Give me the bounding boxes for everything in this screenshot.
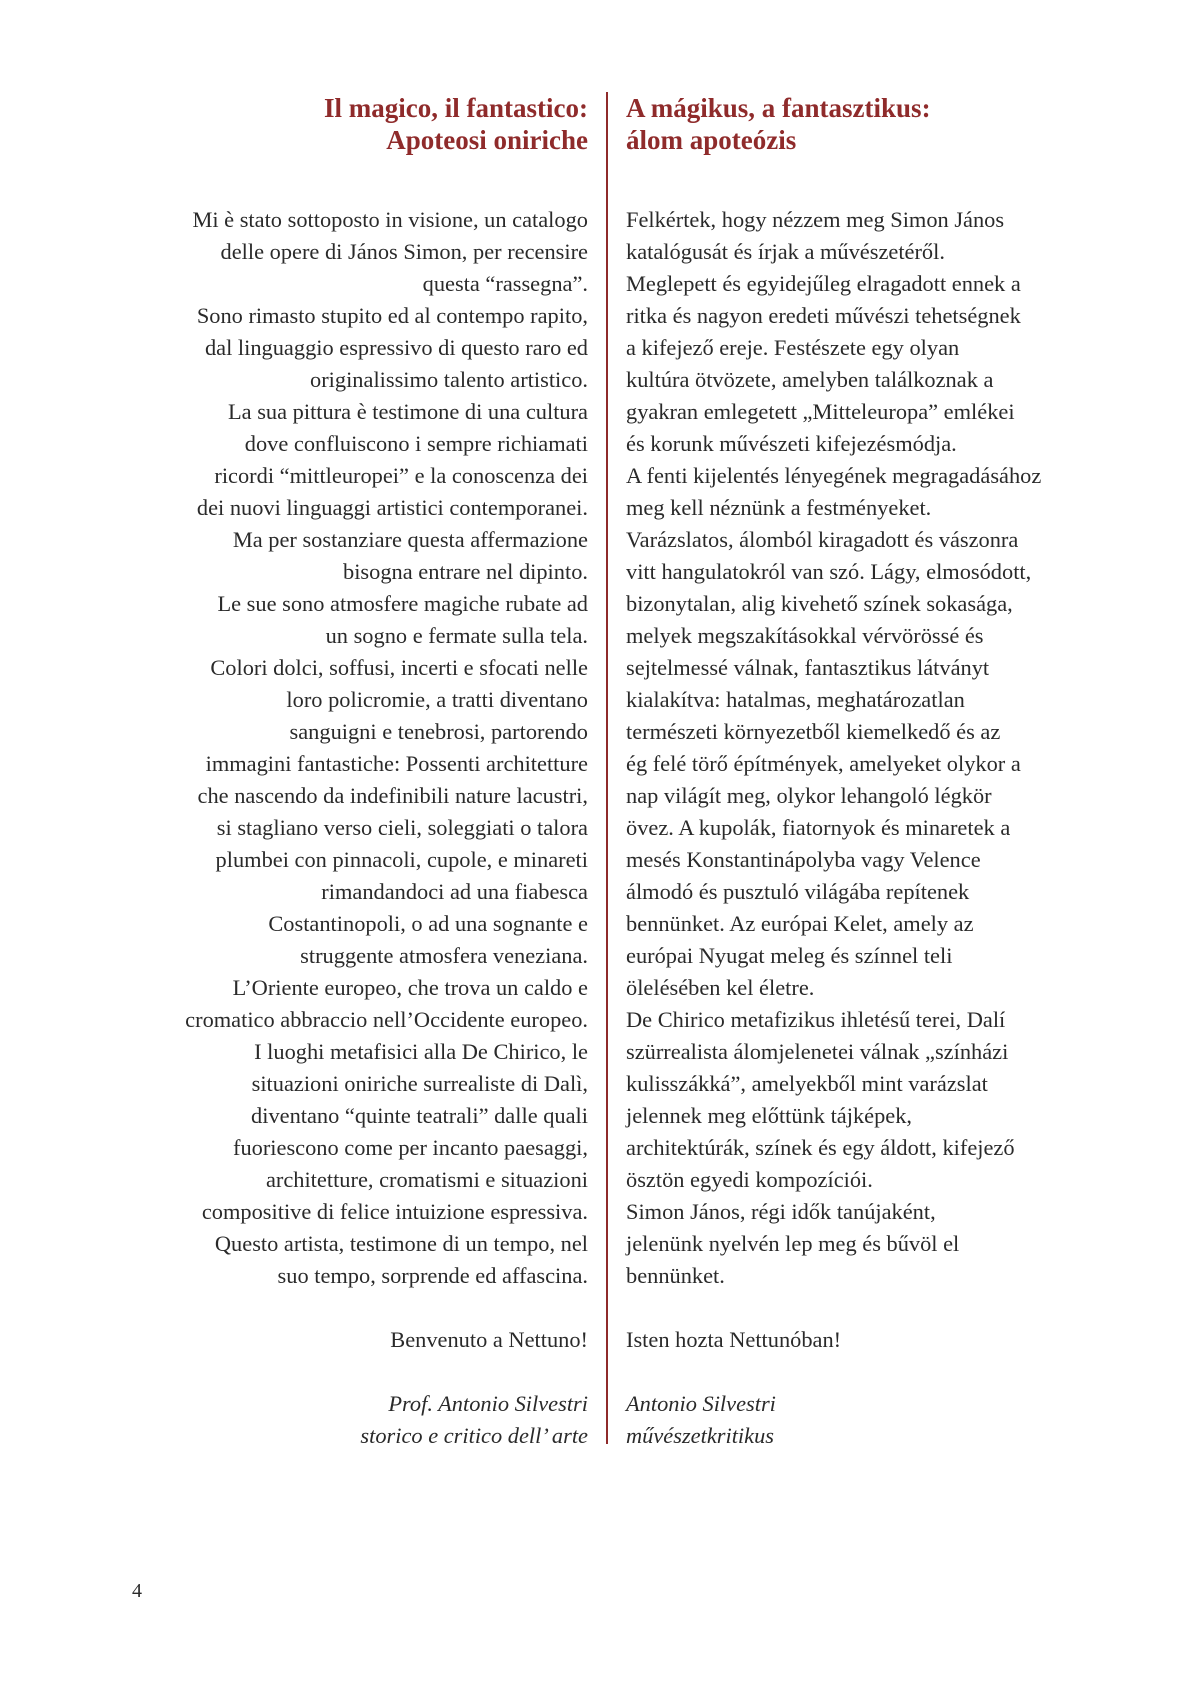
hungarian-text-line: De Chirico metafizikus ihletésű terei, Dalí [626, 1007, 1006, 1032]
italian-text-line: Mi è stato sottoposto in visione, un catalogo [192, 207, 588, 232]
italian-greeting-block [118, 1324, 588, 1356]
italian-text-line: I luoghi metafisici alla De Chirico, le [254, 1039, 588, 1064]
hungarian-text-line: európai Nyugat meleg és színnel teli [626, 943, 953, 968]
italian-text-line: loro policromie, a tratti diventano [286, 687, 588, 712]
hungarian-text-line: kultúra ötvözete, amelyben találkoznak a [626, 367, 994, 392]
hungarian-text-line: sejtelmessé válnak, fantasztikus látványt [626, 655, 990, 680]
hungarian-text-line: ritka és nagyon eredeti művészi tehetségnek [626, 303, 1021, 328]
italian-text-line: L’Oriente europeo, che trova un caldo e [232, 975, 588, 1000]
italian-title-line: Il magico, il fantastico: [324, 93, 588, 123]
hungarian-text-line: és korunk művészeti kifejezésmódja. [626, 431, 957, 456]
italian-text-line: Sono rimasto stupito ed al contempo rapito, [196, 303, 588, 328]
italian-text-line: ricordi “mittleuropei” e la conoscenza dei [214, 463, 588, 488]
italian-text-line: dove confluiscono i sempre richiamati [244, 431, 588, 456]
hungarian-text-line: vitt hangulatokról van szó. Lágy, elmosódott, [626, 559, 1032, 584]
hungarian-text-line: Varázslatos, álomból kiragadott és vászonra [626, 527, 1019, 552]
italian-text-line: architetture, cromatismi e situazioni [265, 1167, 588, 1192]
italian-text-line: Le sue sono atmosfere magiche rubate ad [217, 591, 588, 616]
hungarian-title-line: álom apoteózis [626, 125, 797, 155]
hungarian-text-line: bennünket. [626, 1263, 725, 1288]
italian-text-line: si stagliano verso cieli, soleggiati o talora [216, 815, 588, 840]
hungarian-text-line: Felkértek, hogy nézzem meg Simon János [626, 207, 1005, 232]
hungarian-greeting-block [626, 1324, 1098, 1356]
hungarian-text-line: álmodó és pusztuló világába repítenek [626, 879, 970, 904]
italian-title-line: Apoteosi oniriche [386, 125, 588, 155]
hungarian-text-line: kialakítva: hatalmas, meghatározatlan [626, 687, 965, 712]
italian-text-line: un sogno e fermate sulla tela. [325, 623, 588, 648]
hungarian-text-line: jelenünk nyelvén lep meg és bűvöl el [626, 1231, 960, 1256]
italian-text-line: rimandandoci ad una fiabesca [321, 879, 588, 904]
hungarian-text-line: meg kell néznünk a festményeket. [626, 495, 932, 520]
hungarian-text-line: ölelésében kel életre. [626, 975, 815, 1000]
italian-title [118, 92, 588, 156]
italian-text-line: suo tempo, sorprende ed affascina. [277, 1263, 588, 1288]
hungarian-text-line: Simon János, régi idők tanújaként, [626, 1199, 936, 1224]
italian-signature [118, 1388, 588, 1452]
italian-text-line: immagini fantastiche: Possenti architetture [205, 751, 588, 776]
hungarian-text-line: melyek megszakításokkal vérvörössé és [626, 623, 984, 648]
italian-text-line: questa “rassegna”. [422, 271, 588, 296]
hungarian-text-line: kulisszákká”, amelyekből mint varázslat [626, 1071, 988, 1096]
italian-column [118, 92, 588, 1452]
italian-text-line: originalissimo talento artistico. [310, 367, 588, 392]
italian-author-role: storico e critico dell’ arte [360, 1423, 588, 1448]
italian-text-line: situazioni oniriche surrealiste di Dalì, [251, 1071, 588, 1096]
italian-text-line: fuoriescono come per incanto paesaggi, [232, 1135, 588, 1160]
italian-text-line: cromatico abbraccio nell’Occidente europeo. [185, 1007, 588, 1032]
italian-text-line: dei nuovi linguaggi artistici contemporanei. [196, 495, 588, 520]
hungarian-text-line: nap világít meg, olykor lehangoló légkör [626, 783, 992, 808]
hungarian-signature [626, 1388, 1098, 1452]
italian-text-line: sanguigni e tenebrosi, partorendo [289, 719, 588, 744]
italian-text-line: La sua pittura è testimone di una cultura [228, 399, 588, 424]
hungarian-text-line: természeti környezetből kiemelkedő és az [626, 719, 1001, 744]
italian-greeting: Benvenuto a Nettuno! [390, 1327, 588, 1352]
column-divider [606, 92, 608, 1444]
page-number: 4 [132, 1580, 142, 1602]
hungarian-text-line: szürrealista álomjelenetei válnak „színházi [626, 1039, 1009, 1064]
hungarian-author-name: Antonio Silvestri [626, 1391, 776, 1416]
italian-text-line: plumbei con pinnacoli, cupole, e minareti [215, 847, 588, 872]
italian-text-line: delle opere di János Simon, per recensire [220, 239, 588, 264]
hungarian-title [626, 92, 1098, 156]
hungarian-text-line: bennünket. Az európai Kelet, amely az [626, 911, 974, 936]
hungarian-greeting: Isten hozta Nettunóban! [626, 1327, 842, 1352]
italian-text-line: Costantinopoli, o ad una sognante e [268, 911, 588, 936]
hungarian-text-line: bizonytalan, alig kivehető színek sokasága, [626, 591, 1013, 616]
hungarian-title-line: A mágikus, a fantasztikus: [626, 93, 931, 123]
hungarian-text-line: jelennek meg előttünk tájképek, [626, 1103, 913, 1128]
hungarian-text-line: mesés Konstantinápolyba vagy Velence [626, 847, 981, 872]
hungarian-text-line: gyakran emlegetett „Mitteleuropa” emlékei [626, 399, 1015, 424]
hungarian-text-line: övez. A kupolák, fiatornyok és minaretek a [626, 815, 1011, 840]
hungarian-text-line: katalógusát és írjak a művészetéről. [626, 239, 945, 264]
hungarian-body [626, 204, 1098, 1292]
italian-text-line: struggente atmosfera veneziana. [300, 943, 588, 968]
italian-text-line: Ma per sostanziare questa affermazione [232, 527, 588, 552]
hungarian-text-line: ég felé törő építmények, amelyeket olykor a [626, 751, 1021, 776]
italian-body [118, 204, 588, 1292]
italian-text-line: compositive di felice intuizione espressiva. [201, 1199, 588, 1224]
italian-text-line: Colori dolci, soffusi, incerti e sfocati nelle [210, 655, 588, 680]
hungarian-text-line: Meglepett és egyidejűleg elragadott ennek a [626, 271, 1021, 296]
italian-text-line: dal linguaggio espressivo di questo raro ed [204, 335, 588, 360]
hungarian-column [626, 92, 1098, 1452]
italian-author-name: Prof. Antonio Silvestri [388, 1391, 588, 1416]
italian-text-line: diventano “quinte teatrali” dalle quali [251, 1103, 588, 1128]
hungarian-text-line: a kifejező ereje. Festészete egy olyan [626, 335, 960, 360]
italian-text-line: bisogna entrare nel dipinto. [343, 559, 588, 584]
italian-text-line: Questo artista, testimone di un tempo, nel [214, 1231, 588, 1256]
hungarian-text-line: architektúrák, színek és egy áldott, kifejező [626, 1135, 1015, 1160]
italian-text-line: che nascendo da indefinibili nature lacustri, [197, 783, 588, 808]
hungarian-author-role: művészetkritikus [626, 1423, 774, 1448]
hungarian-text-line: A fenti kijelentés lényegének megragadásához [626, 463, 1042, 488]
hungarian-text-line: ösztön egyedi kompozíciói. [626, 1167, 873, 1192]
